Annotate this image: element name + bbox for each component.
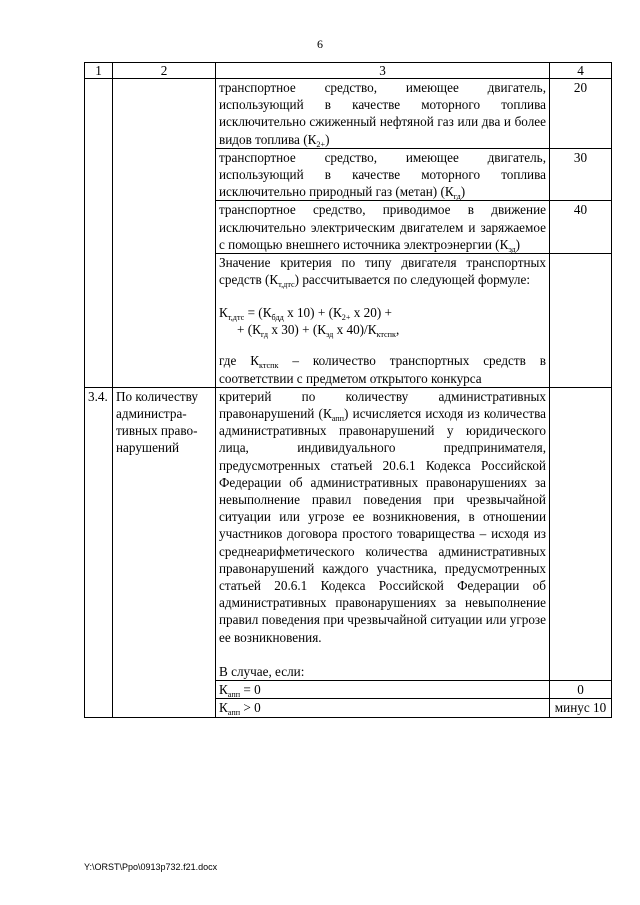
header-cell: 2	[113, 63, 216, 79]
case-condition: $К_{апп} = 0$	[216, 681, 550, 699]
formula-where: где $К_{ктспк}$ – количество транспортных средств в соответствии с предметом открытого конкурса	[219, 353, 546, 386]
formula: $К_{т,дтс} = (К_{бдд}$ х $10) + (К_{2+}$ х 20) + + ($К_{гд}$ х $30) + (К_{эд}$ х $40)/К_{ктспк}$,	[219, 305, 400, 340]
criterion-description: транспортное средство, имеющее двигатель, использующий в качестве моторного топлива исключительно природный газ (метан) $(К_{гд})$	[216, 148, 550, 201]
empty-cell	[550, 254, 612, 388]
section-description: критерий по количеству административных правонарушений $(К_{апп})$ исчисляется исходя из количества административных правонарушений у юридического лица, индивидуального предпринимателя, предусмотренных статьей 20.6.1 Кодекса Российской Федерации об административных правонарушениях за невыполнение правил поведения при чрезвычайной ситуации или угрозе ее возникновения, в отношении участников договора простого товарищества – исходя из среднеарифметического количества административных правонарушений каждого участника, предусмотренных статьей 20.6.1 Кодекса Российской Федерации об административных правонарушениях за невыполнение правил поведения при чрезвычайной ситуации или угрозе ее возникновения. В случае, если:	[216, 387, 550, 680]
formula-cell	[216, 254, 550, 388]
criterion-description: транспортное средство, имеющее двигатель, использующий в качестве моторного топлива исключительно сжиженный нефтяной газ или два и более видов топлива $(К_{2+})$	[216, 79, 550, 149]
criterion-value: 20	[550, 79, 612, 149]
criteria-table	[84, 62, 612, 718]
table-header-row	[85, 63, 612, 79]
file-path-footer: Y:\ORST\Ppo\0913p732.f21.docx	[84, 862, 218, 872]
case-value: 0	[550, 681, 612, 699]
criterion-value: 30	[550, 148, 612, 201]
criterion-value: 40	[550, 201, 612, 254]
empty-cell	[85, 79, 113, 388]
case-condition: $К_{апп} > 0$	[216, 699, 550, 717]
section-number: 3.4.	[85, 387, 113, 717]
header-cell: 4	[550, 63, 612, 79]
case-intro: В случае, если:	[219, 663, 305, 679]
case-value: минус 10	[550, 699, 612, 717]
empty-cell	[113, 79, 216, 388]
page-number: 6	[317, 37, 323, 51]
criterion-description: транспортное средство, приводимое в движение исключительно электрическим двигателем и заряжаемое с помощью внешнего источника электроэнергии $(К_{эд})$	[216, 201, 550, 254]
formula-intro: Значение критерия по типу двигателя транспортных средств $(К_{т,дтс})$ рассчитывается по следующей формуле:	[219, 255, 546, 290]
table-row	[85, 387, 612, 680]
table-row	[85, 79, 612, 149]
header-cell: 1	[85, 63, 113, 79]
section-title: По количеству администра-тивных право-нарушений	[113, 387, 216, 717]
empty-cell	[550, 387, 612, 680]
header-cell: 3	[216, 63, 550, 79]
